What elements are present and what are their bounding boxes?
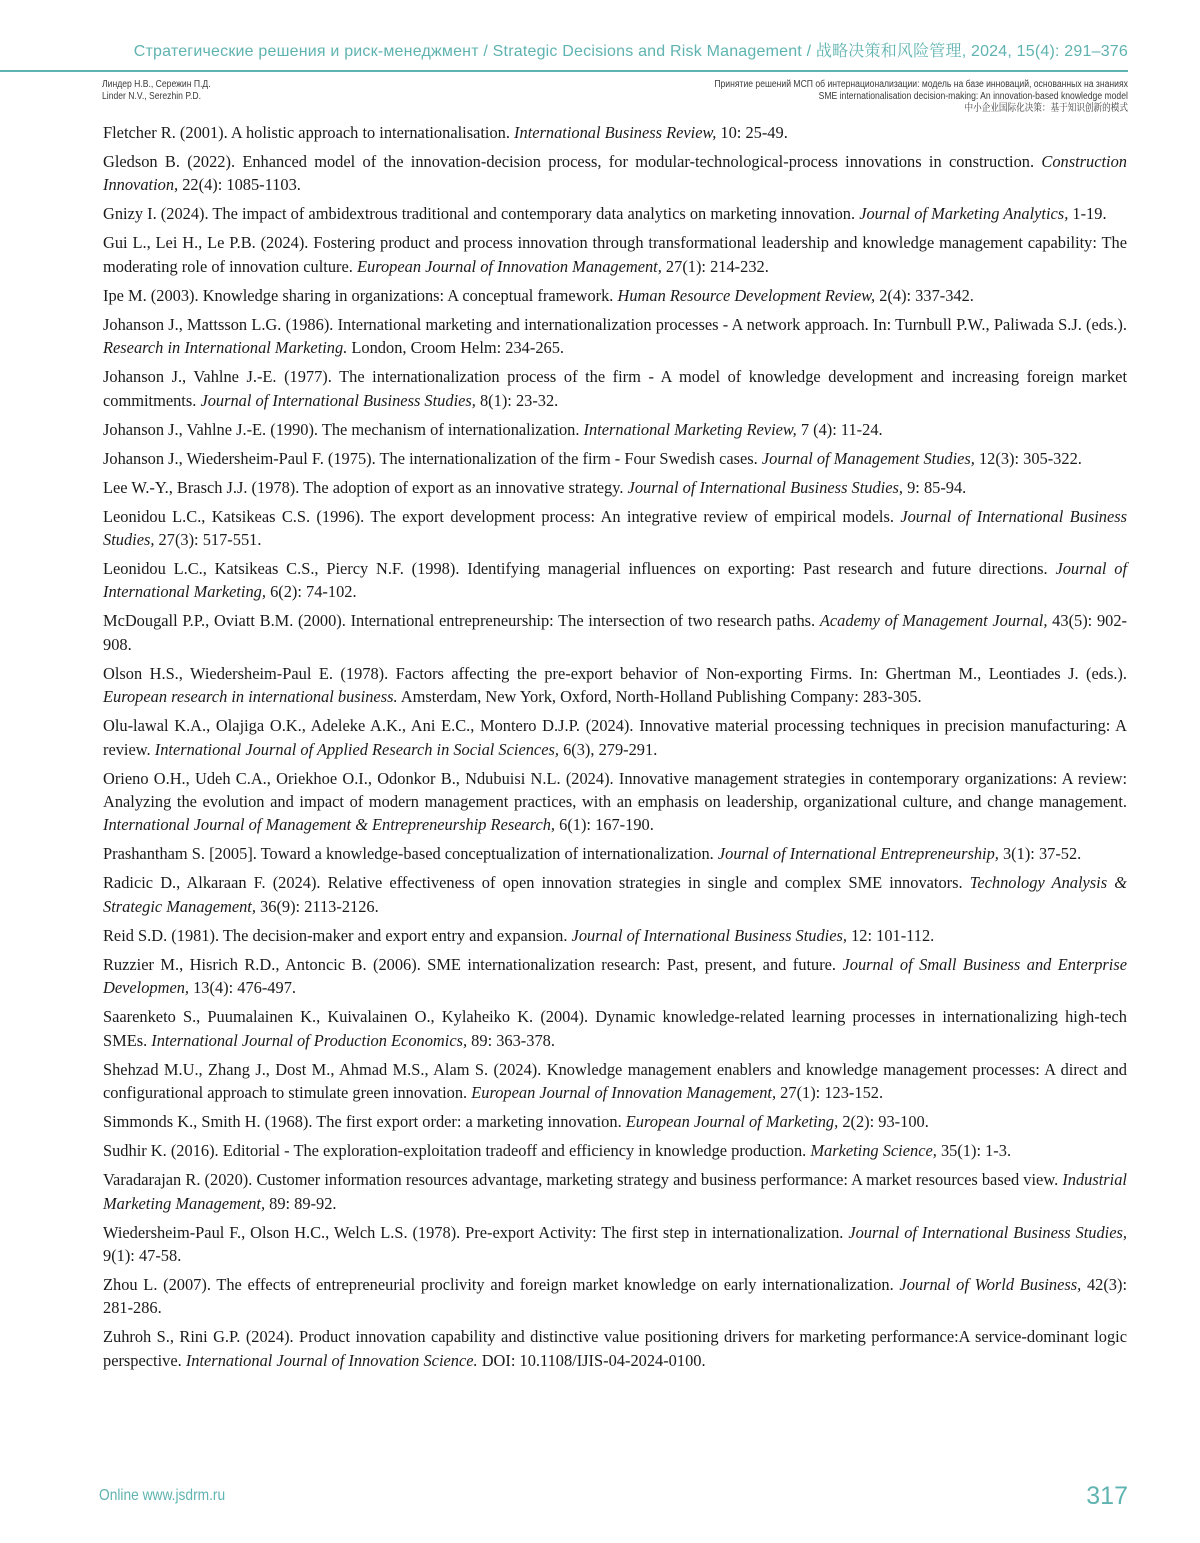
reference-entry [103, 505, 1127, 552]
reference-details: 89: 363-378. [467, 1031, 555, 1050]
reference-text: Olu-lawal K.A., Olajiga O.K., Adeleke A.K., Ani E.C., Montero D.J.P. (2024). Innovative material processing techniques in precision manufacturing: A review. [103, 716, 1127, 758]
reference-text: Zhou L. (2007). The effects of entrepreneurial proclivity and foreign market knowledge on early internationalization. [103, 1275, 899, 1294]
reference-details: 22(4): 1085-1103. [178, 175, 301, 194]
reference-entry [103, 662, 1127, 709]
reference-entry [103, 1058, 1127, 1105]
reference-details: London, Croom Helm: 234-265. [347, 338, 564, 357]
reference-details: 2(2): 93-100. [838, 1112, 929, 1131]
reference-entry [103, 842, 1127, 865]
reference-text: Johanson J., Vahlne J.-E. (1990). The mechanism of internationalization. [103, 420, 584, 439]
reference-entry [103, 447, 1127, 470]
reference-entry [103, 1110, 1127, 1133]
reference-entry [103, 1325, 1127, 1372]
reference-source: International Journal of Applied Research in Social Sciences, [155, 740, 559, 759]
reference-source: Journal of Marketing Analytics, [859, 204, 1068, 223]
reference-source: International Marketing Review, [584, 420, 797, 439]
reference-source: Journal of International Business Studies, [848, 1223, 1127, 1242]
reference-details: 27(1): 214-232. [662, 257, 769, 276]
reference-details: 27(3): 517-551. [154, 530, 261, 549]
reference-entry [103, 953, 1127, 1000]
reference-details: 9: 85-94. [903, 478, 966, 497]
reference-text: Wiedersheim-Paul F., Olson H.C., Welch L.S. (1978). Pre-export Activity: The first step in internationalization. [103, 1223, 848, 1242]
reference-source: International Business Review, [514, 123, 716, 142]
reference-details: 36(9): 2113-2126. [256, 897, 379, 916]
reference-text: Prashantham S. [2005]. Toward a knowledge-based conceptualization of internationalization. [103, 844, 718, 863]
reference-entry [103, 714, 1127, 761]
reference-source: Journal of Small Business and Enterprise Developmen, [103, 955, 1127, 997]
reference-details: 89: 89-92. [265, 1194, 336, 1213]
reference-text: Gui L., Lei H., Le P.B. (2024). Fostering product and process innovation through transformational leadership and knowledge management capability: The moderating role of innovation culture. [103, 233, 1127, 275]
reference-source: European research in international business. [103, 687, 398, 706]
reference-text: Sudhir K. (2016). Editorial - The exploration-exploitation tradeoff and efficiency in knowledge production. [103, 1141, 810, 1160]
reference-source: Journal of International Business Studies, [103, 507, 1127, 549]
reference-details: 6(3), 279-291. [559, 740, 657, 759]
reference-details: 6(1): 167-190. [555, 815, 654, 834]
reference-entry [103, 557, 1127, 604]
reference-source: Journal of International Business Studies, [628, 478, 903, 497]
reference-details: 7 (4): 11-24. [797, 420, 883, 439]
reference-source: International Journal of Production Economics, [151, 1031, 467, 1050]
reference-text: Johanson J., Vahlne J.-E. (1977). The internationalization process of the firm - A model of knowledge development and increasing foreign market commitments. [103, 367, 1127, 409]
title-en: SME internationalisation decision-making: An innovation-based knowledge model [714, 91, 1128, 103]
reference-text: McDougall P.P., Oviatt B.M. (2000). International entrepreneurship: The intersection of two research paths. [103, 611, 820, 630]
reference-source: Journal of World Business, [899, 1275, 1081, 1294]
reference-entry [103, 476, 1127, 499]
reference-entry [103, 1168, 1127, 1215]
reference-source: Journal of International Business Studies, [200, 391, 475, 410]
reference-text: Orieno O.H., Udeh C.A., Oriekhoe O.I., Odonkor B., Ndubuisi N.L. (2024). Innovative management strategies in contemporary organizations: A review: Analyzing the evolution and impact of modern management practices, with an emphasis on leadership, organizational culture, and change management. [103, 769, 1127, 811]
reference-details: 35(1): 1-3. [937, 1141, 1011, 1160]
reference-text: Saarenketo S., Puumalainen K., Kuivalainen O., Kylaheiko K. (2004). Dynamic knowledge-related learning processes in internationalizing high-tech SMEs. [103, 1007, 1127, 1049]
reference-details: 12(3): 305-322. [975, 449, 1082, 468]
reference-text: Leonidou L.C., Katsikeas C.S., Piercy N.F. (1998). Identifying managerial influences on exporting: Past research and future directions. [103, 559, 1055, 578]
reference-entry [103, 1005, 1127, 1052]
reference-details: 12: 101-112. [847, 926, 934, 945]
reference-entry [103, 284, 1127, 307]
reference-source: Industrial Marketing Management, [103, 1170, 1127, 1212]
reference-source: Marketing Science, [810, 1141, 937, 1160]
reference-text: Radicic D., Alkaraan F. (2024). Relative effectiveness of open innovation strategies in single and complex SME innovators. [103, 873, 970, 892]
reference-details: 3(1): 37-52. [999, 844, 1081, 863]
reference-source: Human Resource Development Review, [618, 286, 876, 305]
reference-text: Fletcher R. (2001). A holistic approach to internationalisation. [103, 123, 514, 142]
reference-text: Gledson B. (2022). Enhanced model of the innovation-decision process, for modular-technological-process innovations in construction. [103, 152, 1041, 171]
reference-text: Reid S.D. (1981). The decision-maker and export entry and expansion. [103, 926, 572, 945]
reference-source: Journal of International Marketing, [103, 559, 1127, 601]
reference-text: Ruzzier M., Hisrich R.D., Antoncic B. (2006). SME internationalization research: Past, present, and future. [103, 955, 842, 974]
reference-details: 10: 25-49. [716, 123, 787, 142]
reference-entry [103, 924, 1127, 947]
reference-source: Journal of International Business Studies, [572, 926, 847, 945]
reference-details: Amsterdam, New York, Oxford, North-Holland Publishing Company: 283-305. [398, 687, 922, 706]
reference-entry [103, 313, 1127, 360]
reference-source: Construction Innovation, [103, 152, 1127, 194]
running-head-authors [102, 79, 211, 103]
reference-text: Shehzad M.U., Zhang J., Dost M., Ahmad M.S., Alam S. (2024). Knowledge management enablers and knowledge management processes: A direct and configurational approach to stimulate green innovation. [103, 1060, 1127, 1102]
reference-source: International Journal of Management & Entrepreneurship Research, [103, 815, 555, 834]
reference-source: Journal of Management Studies, [762, 449, 975, 468]
reference-source: European Journal of Marketing, [626, 1112, 838, 1131]
reference-details: 27(1): 123-152. [776, 1083, 883, 1102]
reference-source: Journal of International Entrepreneurship, [718, 844, 999, 863]
reference-details: 8(1): 23-32. [476, 391, 558, 410]
reference-source: Academy of Management Journal, [820, 611, 1048, 630]
reference-entry [103, 1273, 1127, 1320]
reference-entry [103, 871, 1127, 918]
reference-details: 42(3): 281-286. [103, 1275, 1127, 1317]
reference-source: Research in International Marketing. [103, 338, 347, 357]
reference-text: Varadarajan R. (2020). Customer information resources advantage, marketing strategy and business performance: A market resources based view. [103, 1170, 1062, 1189]
running-head-title [714, 79, 1128, 115]
reference-source: European Journal of Innovation Management, [471, 1083, 776, 1102]
reference-details: DOI: 10.1108/IJIS-04-2024-0100. [478, 1351, 706, 1370]
reference-source: European Journal of Innovation Management, [357, 257, 662, 276]
reference-details: 9(1): 47-58. [103, 1246, 181, 1265]
reference-source: International Journal of Innovation Science. [186, 1351, 478, 1370]
reference-text: Olson H.S., Wiedersheim-Paul E. (1978). Factors affecting the pre-export behavior of Non-exporting Firms. In: Ghertman M., Leontiades J. (eds.). [103, 664, 1127, 683]
authors-en: Linder N.V., Serezhin P.D. [102, 91, 211, 103]
reference-details: 6(2): 74-102. [266, 582, 357, 601]
reference-details: 43(5): 902-908. [103, 611, 1127, 653]
reference-details: 1-19. [1068, 204, 1106, 223]
reference-text: Johanson J., Wiedersheim-Paul F. (1975). The internationalization of the firm - Four Swedish cases. [103, 449, 762, 468]
reference-entry [103, 121, 1127, 144]
title-ru: Принятие решений МСП об интернационализации: модель на базе инноваций, основанных на знаниях [714, 79, 1128, 91]
title-zh: 中小企业国际化决策：基于知识创新的模式 [714, 103, 1128, 115]
reference-text: Leonidou L.C., Katsikeas C.S. (1996). The export development process: An integrative review of empirical models. [103, 507, 900, 526]
reference-entry [103, 365, 1127, 412]
reference-text: Zuhroh S., Rini G.P. (2024). Product innovation capability and distinctive value positioning drivers for marketing performance:A service-dominant logic perspective. [103, 1327, 1127, 1369]
reference-list [103, 121, 1127, 1378]
reference-entry [103, 150, 1127, 197]
reference-text: Johanson J., Mattsson L.G. (1986). International marketing and internationalization processes - A network approach. In: Turnbull P.W., Paliwada S.J. (eds.). [103, 315, 1127, 334]
reference-entry [103, 1221, 1127, 1268]
page-number: 317 [1086, 1482, 1128, 1511]
reference-entry [103, 231, 1127, 278]
header-rule [0, 70, 1128, 72]
reference-entry [103, 418, 1127, 441]
reference-text: Gnizy I. (2024). The impact of ambidextrous traditional and contemporary data analytics on marketing innovation. [103, 204, 859, 223]
reference-details: 2(4): 337-342. [875, 286, 974, 305]
reference-source: Technology Analysis & Strategic Management, [103, 873, 1127, 915]
reference-text: Simmonds K., Smith H. (1968). The first export order: a marketing innovation. [103, 1112, 626, 1131]
reference-entry [103, 609, 1127, 656]
journal-header: Стратегические решения и риск-менеджмент / Strategic Decisions and Risk Management / 战略决策和风险管理, 2024, 15(4): 291–376 [0, 38, 1128, 61]
reference-entry [103, 767, 1127, 837]
reference-details: 13(4): 476-497. [189, 978, 296, 997]
footer-website[interactable]: Online www.jsdrm.ru [99, 1487, 225, 1505]
reference-text: Lee W.-Y., Brasch J.J. (1978). The adoption of export as an innovative strategy. [103, 478, 628, 497]
reference-entry [103, 202, 1127, 225]
reference-entry [103, 1139, 1127, 1162]
authors-ru: Линдер Н.В., Сережин П.Д. [102, 79, 211, 91]
reference-text: Ipe M. (2003). Knowledge sharing in organizations: A conceptual framework. [103, 286, 618, 305]
